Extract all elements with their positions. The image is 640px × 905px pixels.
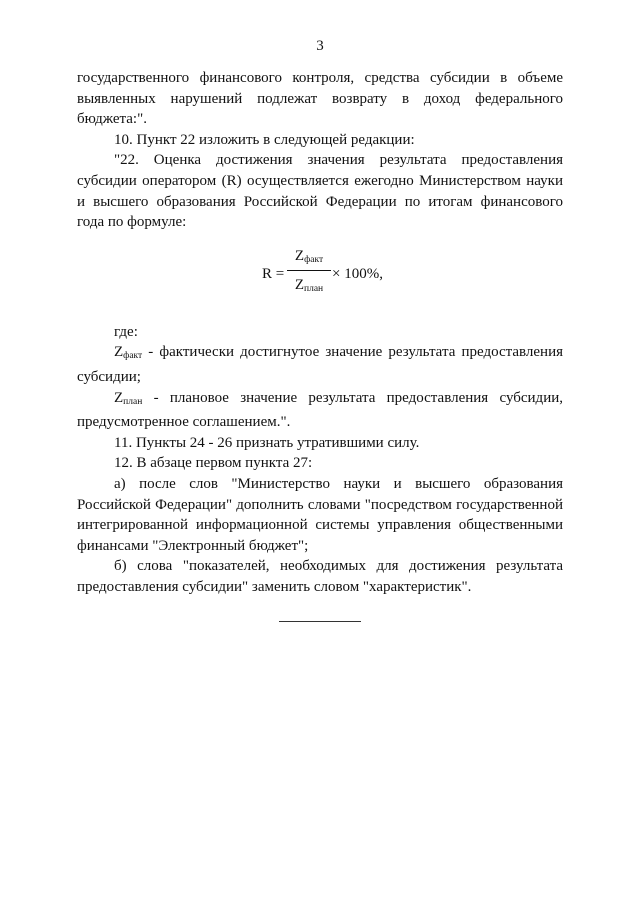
formula-denominator: $Z_{план}$	[294, 276, 324, 294]
paragraph-item-12: 12. В абзаце первом пункта 27:	[114, 455, 313, 472]
fraction-bar	[287, 270, 331, 271]
definition-plan: $Z_{план}$ - плановое значение результата предоставления субсидии, предусмотренное соглашением.".	[77, 389, 563, 431]
formula-fraction	[287, 244, 331, 297]
paragraph-item-11: 11. Пункты 24 - 26 признать утратившими силу.	[114, 434, 420, 451]
paragraph-item-12b: б) слова "показателей, необходимых для достижения результата предоставления субсидии" заменить словом "характеристик".	[77, 558, 563, 595]
paragraph-continuation: государственного финансового контроля, средства субсидии в объеме выявленных нарушений подлежат возврату в доход федерального бюджета:".	[77, 70, 563, 128]
paragraph-item-10: 10. Пункт 22 изложить в следующей редакции:	[114, 131, 415, 148]
paragraph-item-22: "22. Оценка достижения значения результата предоставления субсидии оператором (R) осуществляется ежегодно Министерством науки и высшего образования Российской Федерации по итогам финансового года по формуле:	[77, 152, 563, 231]
formula-numerator-subscript: факт	[304, 254, 324, 265]
formula-block	[77, 244, 563, 310]
paragraph-item-12a: а) после слов "Министерство науки и высшего образования Российской Федерации" дополнить словами "посредством государственной интегрированной информационной системы управления общественными финансами "Электронный бюджет";	[77, 475, 563, 554]
document-body	[77, 68, 563, 597]
where-label: где:	[114, 323, 138, 340]
end-rule-divider	[279, 621, 361, 622]
formula-lhs: R =	[262, 265, 285, 282]
formula-tail: × 100%,	[332, 265, 383, 282]
definition-fact: $Z_{факт}$ - фактически достигнутое значение результата предоставления субсидии;	[77, 344, 563, 385]
formula-numerator: $Z_{факт}$	[294, 247, 324, 265]
formula-denominator-subscript: план	[304, 283, 324, 294]
page-number: 3	[316, 38, 324, 54]
